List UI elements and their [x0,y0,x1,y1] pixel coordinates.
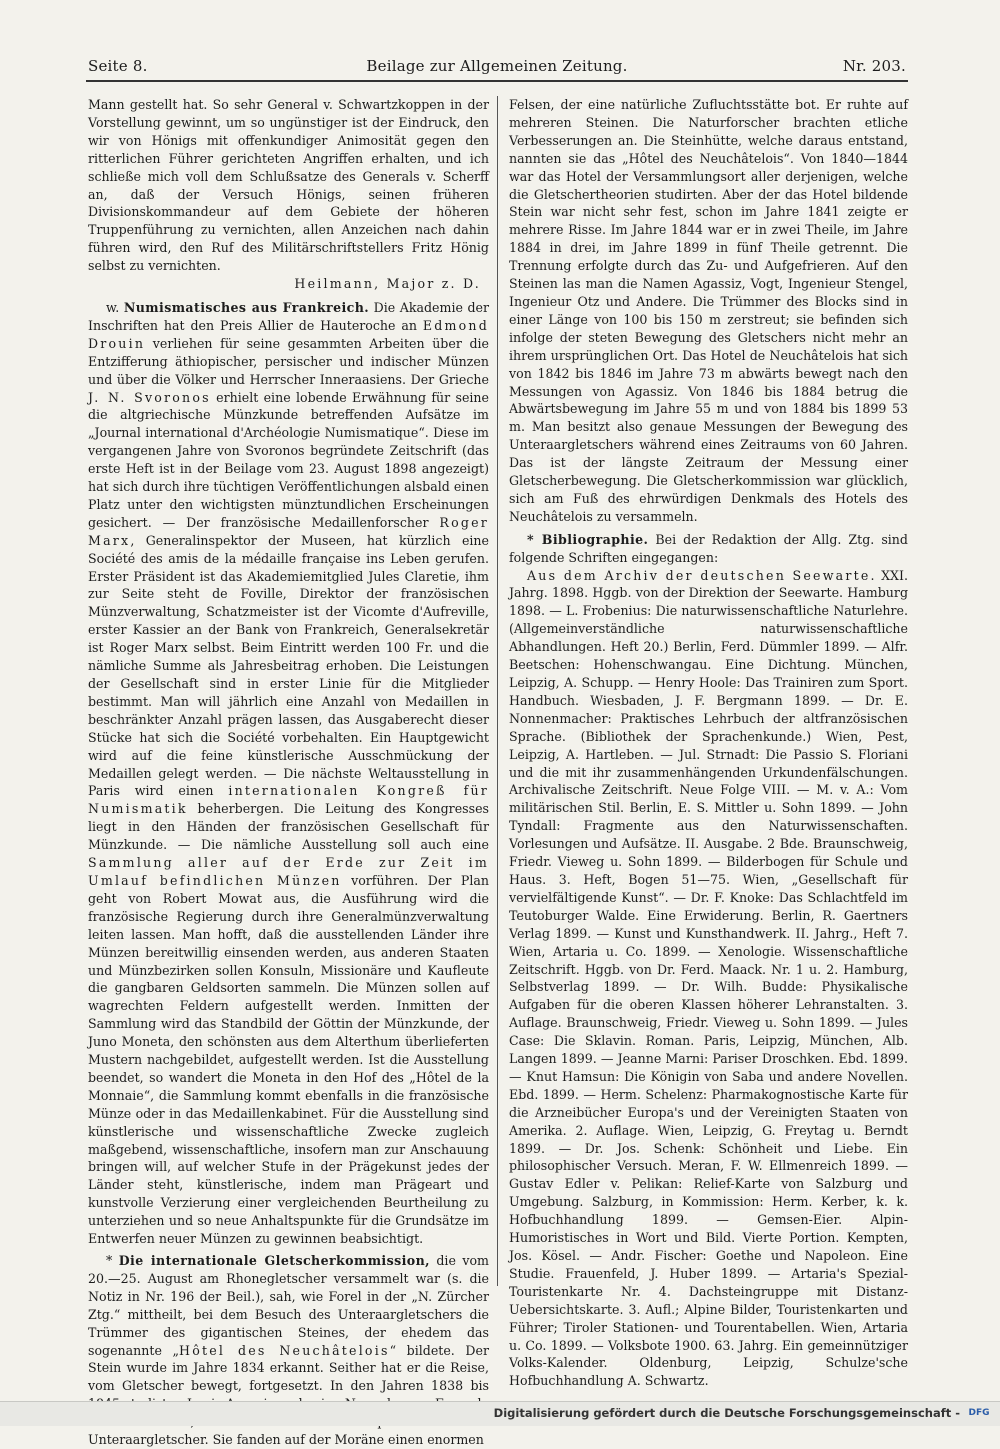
name-hotel: Hôtel des Neuchâtelois [179,1342,390,1358]
article-bibliography: * Bibliographie. Bei der Redaktion der Allg. Ztg. sind folgende Schriften eingegangen: [509,531,908,565]
digitization-footer [0,1401,1000,1426]
article-heading-bibliography: * Bibliographie. [527,531,649,547]
publication-title: Beilage zur Allgemeinen Zeitung. [366,57,628,75]
article-glacier-continuation: Felsen, der eine natürliche Zufluchtsstätte bot. Er ruhte auf mehreren Steinen. Die Naturforscher brachten etliche Verbesserungen an. Die Steinhütte, welche daraus entstand, nannten sie das „Hôtel des Neuchâtelois“. Von 1840—1844 war das Hotel der Versammlungsort aller derjenigen, welche die Gletschertheorien studirten. Aber der das Hotel bildende Stein war nicht sehr fest, schon im Jahre 1841 zeigte er mehrere Risse. Im Jahre 1844 war er in zwei Theile, im Jahre 1884 in drei, im Jahre 1899 in fünf Theile getrennt. Die Trennung erfolgte durch das Zu- und Aufgefrieren. Auf den Steinen las man die Namen Agassiz, Vogt, Ingenieur Stengel, Ingenieur Otz und Andere. Die Trümmer des Blocks sind in einer Länge von 100 bis 150 m zerstreut; sie befinden sich infolge der steten Bewegung des Gletschers nicht mehr an ihrem ursprünglichen Ort. Das Hotel de Neuchâtelois hat sich von 1842 bis 1846 im Jahre 73 m abwärts bewegt nach den Messungen von Agassiz. Von 1846 bis 1884 betrug die Abwärtsbewegung im Jahre 55 m und von 1884 bis 1899 53 m. Man besitzt also genaue Messungen der Bewegung des Unteraargletschers während eines Zeitraums von 60 Jahren. Das ist der längste Zeitraum der Messung einer Gletscherbewegung. Die Gletscherkommission war glücklich, sich am Fuß des ehrwürdigen Denkmals des Hotels des Neuchâtelois zu versammeln. [509,97,908,524]
article-continuation: Mann gestellt hat. So sehr General v. Schwartzkoppen in der Vorstellung gewinnt, um so ungünstiger ist der Eindruck, den wir von Hönigs mit offenkundiger Animosität gegen den ritterlichen Führer gerichteten Angriffen erhalten, und ich schließe mich voll dem Schlußsatze des Generals v. Scherff an, daß der Versuch Hönigs, seinen früheren Divisionskommandeur auf dem Gebiete der höheren Truppenführung zu vernichten, allen Anzeichen nach dahin führen wird, den Ruf des Militärschriftstellers Fritz Hönig selbst zu vernichten. [88,97,489,274]
right-column [509,96,908,1389]
left-column [88,96,490,1448]
article-glacier: * Die internationale Gletscherkommission, die vom 20.—25. August am Rhonegletscher versammelt war (s. die Notiz in Nr. 196 der Beil.), sah, wie Forel in der „N. Zürcher Ztg.“ mittheilt, bei dem Besuch des Unteraargletschers die Trümmer des gigantischen Steines, der ehedem das sogenannte „Hôtel des Neuchâtelois“ bildete. Der Stein wurde im Jahre 1834 erkannt. Seither hat er die Reise, vom Gletscher bewegt, fortgesetzt. In den Jahren 1838 bis Unteraargletscher. Sie fanden auf der Moräne einen enormen [88,1253,489,1448]
article-heading-glacier: Die internationale Gletscherkommission, [118,1253,430,1268]
article-marker: * [106,1253,119,1268]
page-header [88,57,906,79]
spaced-collection: Sammlung aller auf der Erde zur Zeit im Umlauf befindlichen Münzen [88,855,489,888]
name-svoronos: J. N. Svoronos [88,389,211,405]
author-signature: Heilmann, Major z. D. [294,276,481,292]
bibliography-list: Aus dem Archiv der deutschen Seewarte. XXI. Jahrg. 1898. Hggb. von der Direktion der Seewarte. Hamburg 1898. — L. Frobenius: Die naturwissenschaftliche Naturlehre. (Allgemeinverständliche naturwissenschaftliche Abhandlungen. Heft 20.) Berlin, Ferd. Dümmler 1899. — Alfr. Beetschen: Hohenschwangau. Eine Dichtung. München, Leipzig, A. Schupp. — Henry Hoole: Das Trainiren zum Sport. Handbuch. Wiesbaden, J. F. Bergmann 1899. — Dr. E. Nonnenmacher: Praktisches Lehrbuch der altfranzösischen Sprache. (Bibliothek der Sprachenkunde.) Wien, Pest, Leipzig, A. Hartleben. — Jul. Strnadt: Die Passio S. Floriani und die mit ihr zusammenhängenden Urkundenfälschungen. Archivalische Zeitschrift. Neue Folge VIII. — M. v. A.: Vom militärischen Stil. Berlin, E. S. Mittler u. Sohn 1899. — John Tyndall: Fragmente aus den Naturwissenschaften. Vorlesungen und Aufsätze. II. Ausgabe. 2 Bde. Braunschweig, Friedr. Vieweg u. Sohn 1899. — Bilderbogen für Schule und Haus. 3. Heft, Bogen 51—75. Wien, „Gesellschaft für vervielfältigende Kunst“. — Dr. F. Knoke: Das Schlachtfeld im Teutoburger Walde. Eine Erwiderung. Berlin, R. Gaertners Verlag 1899. — Kunst und Kunsthandwerk. II. Jahrg., Heft 7. Wien, Artaria u. Co. 1899. — Xenologie. Wissenschaftliche Zeitschrift. Hggb. von Dr. Ferd. Maack. Nr. 1 u. 2. Hamburg, Selbstverlag 1899. — Dr. Wilh. Budde: Physikalische Aufgaben für die oberen Klassen höherer Lehranstalten. 3. Auflage. Braunschweig, Friedr. Vieweg u. Sohn 1899. — Jules Case: Die Sklavin. Roman. Paris, Leipzig, München, Alb. Langen 1899. — Jeanne Marni: Pariser Droschken. Ebd. 1899. — Knut Hamsun: Die Königin von Saba und andere Novellen. Ebd. 1899. — Herm. Schelenz: Pharmakognostische Karte für die Arzneibücher Europa's und der Vereinigten Staaten von Amerika. 2. Auflage. Wien, Leipzig, G. Freytag u. Berndt 1899. — Dr. Jos. Schenk: Schönheit und Liebe. Ein philosophischer Versuch. Meran, F. W. Ellmenreich 1899. — Gustav Edler v. Pelikan: Relief-Karte von Salzburg und Umgebung. Salzburg, in Kommission: Herm. Kerber, k. k. Hofbuchhandlung 1899. — Gemsen-Eier. Alpin-Humoristisches in Wort und Bild. Vierte Portion. Kempten, Jos. Kösel. — Andr. Fischer: Goethe und Napoleon. Eine Studie. Frauenfeld, J. Huber 1899. — Artaria's Spezial-Touristenkarte Nr. 4. Dachsteingruppe mit Distanz-Uebersichtskarte. 3. Aufl.; Alpine Bilder, Touristenkarten und Führer; Tiroler Stationen- und Tourentabellen. Wien, Artaria u. Co. 1899. — Volksbote 1900. 63. Jahrg. Ein gemeinnütziger Volks-Kalender. Oldenburg, Leipzig, Schulze'sche Hofbuchhandlung A. Schwartz. [509,567,908,1389]
article-numismatics: w. Numismatisches aus Frankreich. Die Akademie der Inschriften hat den Preis Allier de Hauteroche an Edmond Drouin verliehen für seine gesammten Arbeiten über die Entzifferung äthiopischer, persischer und indischer Münzen und über die Völker und Herrscher Inneraasiens. Der Grieche J. N. Svoronos erhielt eine lobende Erwähnung für seine die altgriechische Münzkunde betreffenden Aufsätze im „Journal international d'Archéologie Numismatique“. Diese im vergangenen Jahre von Svoronos begründete Zeitschrift (das erste Heft ist in der Beilage vom 23. August 1898 angezeigt) hat sich durch ihre tüchtigen Veröffentlichungen alsbald einen Platz unter den wichtigsten münztundlichen Erscheinungen gesichert. — Der französische Medaillenforscher Roger Marx, Generalinspektor der Museen, hat kürzlich eine Société des amis de la médaille française ins Leben gerufen. Erster Präsident ist das Akademiemitglied Jules Claretie, ihm zur Seite steht de Foville, Direktor der französischen Münzverwaltung, Schatzmeister ist der Vicomte d'Aufreville, erster Kassier an der Bank von Frankreich, Generalsekretär ist Roger Marx selbst. Beim Eintritt werden 100 Fr. und die nämliche Summe als Jahresbeitrag erhoben. Die Leistungen der Gesellschaft sind in erster Linie für die Mitglieder bestimmt. Man will jährlich eine Anzahl von Medaillen in beschränkter Anzahl prägen lassen, das Ausgaberecht dieser Stücke hat sich die Société vorbehalten. Ein Hauptgewicht wird auf die feine künstlerische Ausschmückung der Medaillen gelegt werden. — Die nächste Weltausstellung in Paris wird einen internationalen Kongreß für Numismatik beherbergen. Die Leitung des Kongresses liegt in den Händen der französischen Gesellschaft für Münzkunde. — Die nämliche Ausstellung soll auch eine Sammlung aller auf der Erde zur Zeit im Umlauf befindlichen Münzen vorführen. Der Plan geht von Robert Mowat aus, die Ausführung wird die französische Regierung durch ihre Generalmünzverwaltung leiten lassen. Man hofft, daß die ausstellenden Länder ihre Münzen bereitwillig einsenden werden, aus anderen Staaten und Münzbezirken sollen Konsuln, Missionäre und Kaufleute die gangbaren Geldsorten sammeln. Die Münzen sollen auf wagrechten Feldern aufgestellt werden. Inmitten der Sammlung wird das Standbild der Göttin der Münzkunde, der Juno Moneta, den schönsten aus dem Alterthum überlieferten Mustern nachgebildet, aufgestellt werden. Ist die Ausstellung beendet, so wandert die Moneta in den Hof des „Hôtel de la Monnaie“, die Sammlung kommt ebenfalls in die französische Münze oder in das Medaillenkabinet. Für die Ausstellung sind künstlerische und wissenschaftliche Zwecke zugleich maßgebend, wissenschaftliche, insofern man zur Anschauung bringen will, auf welcher Stufe in der Prägekunst jedes der Länder steht, künstlerische, indem man Prägeart und kunstvolle Verzierung einer vergleichenden Beurtheilung zu unterziehen und so neue Anhaltspunkte für die Grundsätze im Entwerfen neuer Münzen zu gewinnen beabsichtigt. [88,299,490,1247]
name-marx: Roger Marx [88,514,489,548]
footer-credit: Digitalisierung gefördert durch die Deutsche Forschungsgemeinschaft - [493,1406,960,1420]
article-heading-numismatics: Numismatisches aus Frankreich. [123,299,370,315]
name-drouin: Edmond Drouin [88,317,489,351]
article-marker: w. [106,299,124,315]
issue-number: Nr. 203. [842,57,906,75]
biblio-first-title: Aus dem Archiv der deutschen Seewarte. [527,567,877,583]
dfg-logo: DFG [968,1408,990,1418]
page-number: Seite 8. [88,57,148,75]
column-divider [497,96,498,1286]
header-rule [86,80,908,82]
spaced-congress: internationalen Kongreß für Numismatik [88,783,489,817]
